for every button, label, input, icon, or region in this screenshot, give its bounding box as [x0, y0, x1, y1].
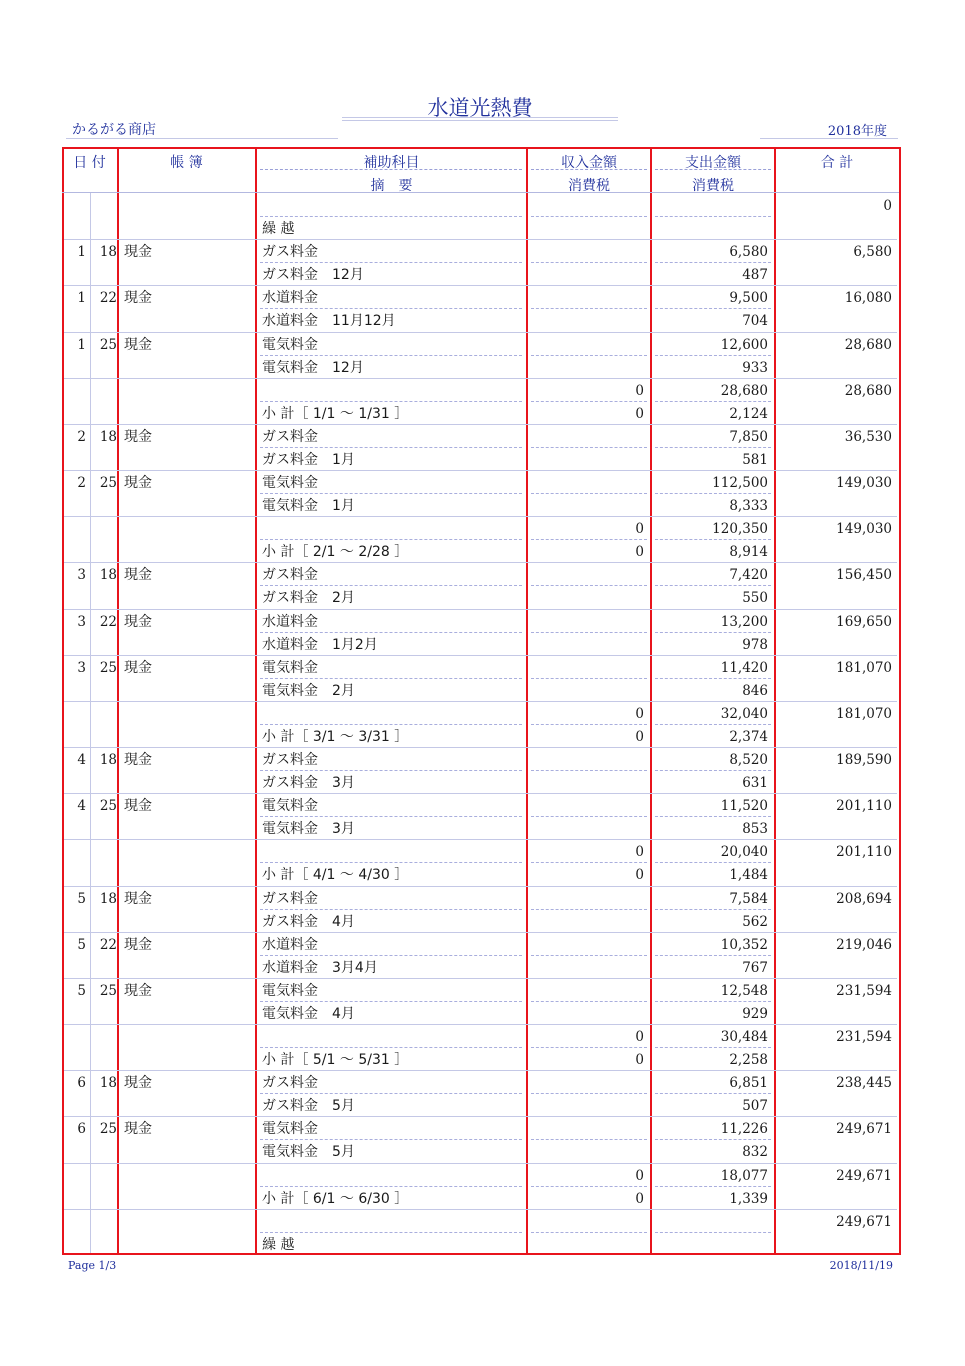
entry-description: 電気料金 5月 — [262, 1144, 355, 1161]
entry-day: 22 — [99, 290, 117, 307]
carry-over-total: 249,671 — [836, 1213, 892, 1230]
row-mid-rule — [531, 724, 647, 725]
subtotal-expense: 32,040 — [720, 705, 768, 722]
row-mid-rule — [655, 1186, 771, 1187]
subtotal-income-tax: 0 — [635, 544, 644, 561]
entry-expense-tax: 507 — [742, 1098, 768, 1115]
entry-expense-tax: 704 — [742, 313, 768, 330]
entry-subaccount: 電気料金 — [262, 475, 318, 492]
subtotal-total: 249,671 — [836, 1167, 892, 1184]
subtotal-label: 小 計［ 6/1 ～ 6/30 ］ — [262, 1190, 409, 1207]
row-mid-rule — [531, 355, 647, 356]
entry-description: 水道料金 3月4月 — [262, 959, 378, 976]
subtotal-expense-tax: 2,374 — [729, 728, 768, 745]
row-mid-rule — [260, 308, 522, 309]
row-mid-rule — [531, 770, 647, 771]
entry-expense-tax: 767 — [742, 959, 768, 976]
subtotal-income: 0 — [635, 1167, 644, 1184]
entry-subaccount: 水道料金 — [262, 290, 318, 307]
subtotal-income: 0 — [635, 521, 644, 538]
row-mid-rule — [260, 1093, 522, 1094]
entry-book: 現金 — [124, 475, 152, 492]
subtotal-total: 28,680 — [844, 382, 892, 399]
row-mid-rule — [655, 447, 771, 448]
subtotal-expense-tax: 2,124 — [729, 405, 768, 422]
row-mid-rule — [531, 862, 647, 863]
entry-book: 現金 — [124, 890, 152, 907]
row-separator — [64, 655, 897, 656]
subtotal-income: 0 — [635, 844, 644, 861]
entry-total: 249,671 — [836, 1121, 892, 1138]
row-separator — [64, 332, 897, 333]
entry-expense: 11,226 — [720, 1121, 768, 1138]
entry-day: 18 — [99, 1075, 117, 1092]
subtotal-income-tax: 0 — [635, 1190, 644, 1207]
row-separator — [64, 609, 897, 610]
row-mid-rule — [260, 401, 522, 402]
entry-month: 2 — [77, 428, 86, 445]
row-mid-rule — [655, 1001, 771, 1002]
row-mid-rule — [260, 1232, 522, 1233]
entry-subaccount: ガス料金 — [262, 428, 318, 445]
header-bottom-rule — [62, 192, 899, 193]
row-mid-rule — [655, 678, 771, 679]
row-mid-rule — [655, 585, 771, 586]
row-separator — [64, 516, 897, 517]
entry-month: 3 — [77, 613, 86, 630]
header-dash-expense — [655, 169, 771, 170]
row-separator — [64, 470, 897, 471]
row-separator — [64, 701, 897, 702]
report-title: 水道光熱費 — [427, 96, 533, 120]
subtotal-expense: 120,350 — [712, 521, 768, 538]
entry-book: 現金 — [124, 1075, 152, 1092]
entry-day: 18 — [99, 428, 117, 445]
entry-expense: 12,600 — [720, 336, 768, 353]
entry-book: 現金 — [124, 428, 152, 445]
entry-book: 現金 — [124, 659, 152, 676]
row-mid-rule — [655, 216, 771, 217]
entry-day: 18 — [99, 567, 117, 584]
row-separator — [64, 747, 897, 748]
entry-expense: 13,200 — [720, 613, 768, 630]
row-mid-rule — [655, 539, 771, 540]
row-mid-rule — [260, 1186, 522, 1187]
entry-description: ガス料金 5月 — [262, 1098, 355, 1115]
row-mid-rule — [260, 585, 522, 586]
title-underline — [342, 117, 618, 118]
row-mid-rule — [260, 909, 522, 910]
row-separator — [64, 285, 897, 286]
entry-expense-tax: 550 — [742, 590, 768, 607]
entry-subaccount: 電気料金 — [262, 798, 318, 815]
entry-expense: 9,500 — [729, 290, 768, 307]
row-mid-rule — [260, 770, 522, 771]
row-mid-rule — [531, 1232, 647, 1233]
entry-expense-tax: 487 — [742, 267, 768, 284]
shop-name: かるがる商店 — [72, 122, 156, 138]
entry-book: 現金 — [124, 936, 152, 953]
shop-underline — [66, 138, 338, 139]
entry-total: 189,590 — [836, 752, 892, 769]
entry-expense-tax: 631 — [742, 775, 768, 792]
header-income: 収入金額 — [561, 155, 617, 171]
row-mid-rule — [655, 1047, 771, 1048]
entry-book: 現金 — [124, 1121, 152, 1138]
row-mid-rule — [531, 401, 647, 402]
row-separator — [64, 932, 897, 933]
entry-expense-tax: 846 — [742, 682, 768, 699]
entry-description: ガス料金 4月 — [262, 913, 355, 930]
entry-book: 現金 — [124, 290, 152, 307]
row-mid-rule — [260, 724, 522, 725]
carry-forward-label: 繰 越 — [262, 221, 295, 237]
title-underline-2 — [342, 120, 618, 121]
entry-expense: 7,584 — [729, 890, 768, 907]
entry-expense: 12,548 — [720, 982, 768, 999]
entry-day: 22 — [99, 936, 117, 953]
entry-day: 25 — [99, 982, 117, 999]
row-separator — [64, 839, 897, 840]
subtotal-income: 0 — [635, 705, 644, 722]
row-mid-rule — [655, 1232, 771, 1233]
row-mid-rule — [655, 816, 771, 817]
header-expense: 支出金額 — [685, 155, 741, 171]
entry-expense: 7,850 — [729, 428, 768, 445]
header-book: 帳 簿 — [170, 155, 203, 171]
row-separator — [64, 424, 897, 425]
entry-subaccount: ガス料金 — [262, 752, 318, 769]
row-separator — [64, 378, 897, 379]
entry-description: ガス料金 1月 — [262, 451, 355, 468]
entry-subaccount: 電気料金 — [262, 1121, 318, 1138]
entry-day: 18 — [99, 752, 117, 769]
entry-day: 22 — [99, 613, 117, 630]
header-total: 合 計 — [820, 155, 854, 171]
entry-month: 1 — [77, 290, 86, 307]
row-mid-rule — [531, 585, 647, 586]
entry-expense-tax: 933 — [742, 359, 768, 376]
entry-day: 25 — [99, 475, 117, 492]
subtotal-label: 小 計［ 5/1 ～ 5/31 ］ — [262, 1052, 409, 1069]
row-mid-rule — [655, 1093, 771, 1094]
subtotal-income-tax: 0 — [635, 1052, 644, 1069]
entry-total: 169,650 — [836, 613, 892, 630]
row-separator — [64, 1070, 897, 1071]
entry-description: ガス料金 3月 — [262, 775, 355, 792]
subtotal-label: 小 計［ 3/1 ～ 3/31 ］ — [262, 728, 409, 745]
subtotal-label: 小 計［ 1/1 ～ 1/31 ］ — [262, 405, 409, 422]
entry-expense: 6,851 — [729, 1075, 768, 1092]
subtotal-label: 小 計［ 4/1 ～ 4/30 ］ — [262, 867, 409, 884]
entry-book: 現金 — [124, 613, 152, 630]
entry-month: 3 — [77, 659, 86, 676]
entry-total: 181,070 — [836, 659, 892, 676]
row-mid-rule — [531, 678, 647, 679]
row-mid-rule — [260, 447, 522, 448]
entry-description: 電気料金 1月 — [262, 498, 355, 515]
subtotal-expense-tax: 1,339 — [729, 1190, 768, 1207]
entry-expense-tax: 8,333 — [729, 498, 768, 515]
entry-month: 4 — [77, 752, 86, 769]
row-mid-rule — [260, 355, 522, 356]
row-mid-rule — [531, 308, 647, 309]
entry-book: 現金 — [124, 567, 152, 584]
row-mid-rule — [260, 862, 522, 863]
header-summary: 摘 要 — [370, 178, 413, 194]
entry-total: 16,080 — [844, 290, 892, 307]
ledger-table — [62, 147, 899, 1253]
entry-subaccount: ガス料金 — [262, 1075, 318, 1092]
row-mid-rule — [655, 355, 771, 356]
row-mid-rule — [531, 1001, 647, 1002]
row-mid-rule — [655, 632, 771, 633]
entry-description: 水道料金 11月12月 — [262, 313, 396, 330]
entry-month: 5 — [77, 890, 86, 907]
subtotal-expense: 28,680 — [720, 382, 768, 399]
header-date: 日 付 — [73, 155, 106, 171]
entry-book: 現金 — [124, 244, 152, 261]
row-mid-rule — [260, 816, 522, 817]
row-mid-rule — [260, 1001, 522, 1002]
entry-total: 208,694 — [836, 890, 892, 907]
row-mid-rule — [655, 493, 771, 494]
row-mid-rule — [260, 262, 522, 263]
subtotal-label: 小 計［ 2/1 ～ 2/28 ］ — [262, 544, 409, 561]
entry-book: 現金 — [124, 336, 152, 353]
subtotal-expense: 18,077 — [720, 1167, 768, 1184]
entry-total: 156,450 — [836, 567, 892, 584]
subtotal-total: 149,030 — [836, 521, 892, 538]
entry-total: 28,680 — [844, 336, 892, 353]
row-separator — [64, 793, 897, 794]
row-mid-rule — [260, 1139, 522, 1140]
row-mid-rule — [531, 262, 647, 263]
row-separator — [64, 978, 897, 979]
row-mid-rule — [531, 1186, 647, 1187]
entry-subaccount: 電気料金 — [262, 982, 318, 999]
header-income-tax: 消費税 — [568, 178, 610, 194]
row-mid-rule — [655, 955, 771, 956]
entry-total: 149,030 — [836, 475, 892, 492]
entry-description: 電気料金 3月 — [262, 821, 355, 838]
entry-expense-tax: 853 — [742, 821, 768, 838]
entry-total: 219,046 — [836, 936, 892, 953]
entry-expense-tax: 929 — [742, 1005, 768, 1022]
entry-book: 現金 — [124, 982, 152, 999]
entry-book: 現金 — [124, 752, 152, 769]
subtotal-expense-tax: 8,914 — [729, 544, 768, 561]
row-mid-rule — [260, 493, 522, 494]
entry-total: 201,110 — [836, 798, 892, 815]
row-mid-rule — [655, 308, 771, 309]
subtotal-expense: 30,484 — [720, 1029, 768, 1046]
subtotal-total: 201,110 — [836, 844, 892, 861]
row-separator — [64, 1024, 897, 1025]
carry-forward-total: 0 — [883, 198, 892, 214]
entry-day: 18 — [99, 244, 117, 261]
page-number: Page 1/3 — [68, 1259, 117, 1272]
entry-expense: 11,520 — [720, 798, 768, 815]
entry-subaccount: 電気料金 — [262, 336, 318, 353]
subtotal-income-tax: 0 — [635, 867, 644, 884]
entry-description: ガス料金 12月 — [262, 267, 364, 284]
entry-expense: 8,520 — [729, 752, 768, 769]
subtotal-income: 0 — [635, 382, 644, 399]
subtotal-expense-tax: 1,484 — [729, 867, 768, 884]
entry-day: 18 — [99, 890, 117, 907]
row-separator — [64, 1163, 897, 1164]
entry-subaccount: 水道料金 — [262, 936, 318, 953]
fiscal-year: 2018年度 — [827, 124, 887, 139]
row-mid-rule — [531, 955, 647, 956]
row-mid-rule — [655, 401, 771, 402]
row-mid-rule — [531, 909, 647, 910]
entry-description: ガス料金 2月 — [262, 590, 355, 607]
row-mid-rule — [655, 770, 771, 771]
row-separator — [64, 562, 897, 563]
entry-expense: 6,580 — [729, 244, 768, 261]
subtotal-income: 0 — [635, 1029, 644, 1046]
entry-expense: 7,420 — [729, 567, 768, 584]
subtotal-total: 181,070 — [836, 705, 892, 722]
row-mid-rule — [531, 493, 647, 494]
entry-expense-tax: 832 — [742, 1144, 768, 1161]
row-mid-rule — [655, 262, 771, 263]
entry-day: 25 — [99, 659, 117, 676]
entry-description: 電気料金 2月 — [262, 682, 355, 699]
entry-month: 1 — [77, 336, 86, 353]
subtotal-income-tax: 0 — [635, 728, 644, 745]
entry-expense: 112,500 — [712, 475, 768, 492]
entry-subaccount: ガス料金 — [262, 890, 318, 907]
entry-description: 電気料金 4月 — [262, 1005, 355, 1022]
row-separator — [64, 1209, 897, 1210]
row-mid-rule — [655, 862, 771, 863]
row-separator — [64, 239, 897, 240]
entry-subaccount: ガス料金 — [262, 567, 318, 584]
header-dash-summary — [260, 169, 522, 170]
row-mid-rule — [531, 216, 647, 217]
entry-total: 36,530 — [844, 428, 892, 445]
row-mid-rule — [531, 632, 647, 633]
entry-subaccount: 電気料金 — [262, 659, 318, 676]
row-mid-rule — [531, 1047, 647, 1048]
entry-day: 25 — [99, 336, 117, 353]
entry-expense: 11,420 — [720, 659, 768, 676]
entry-book: 現金 — [124, 798, 152, 815]
entry-day: 25 — [99, 1121, 117, 1138]
header-subaccount: 補助科目 — [363, 155, 420, 171]
entry-month: 6 — [77, 1121, 86, 1138]
row-mid-rule — [260, 216, 522, 217]
subtotal-expense: 20,040 — [720, 844, 768, 861]
row-separator — [64, 1116, 897, 1117]
subtotal-expense-tax: 2,258 — [729, 1052, 768, 1069]
entry-day: 25 — [99, 798, 117, 815]
entry-expense-tax: 581 — [742, 451, 768, 468]
row-mid-rule — [531, 447, 647, 448]
entry-month: 2 — [77, 475, 86, 492]
row-mid-rule — [260, 539, 522, 540]
entry-subaccount: 水道料金 — [262, 613, 318, 630]
entry-month: 1 — [77, 244, 86, 261]
row-separator — [64, 886, 897, 887]
row-mid-rule — [655, 909, 771, 910]
entry-subaccount: ガス料金 — [262, 244, 318, 261]
row-mid-rule — [655, 724, 771, 725]
entry-total: 238,445 — [836, 1075, 892, 1092]
entry-month: 5 — [77, 936, 86, 953]
entry-total: 6,580 — [853, 244, 892, 261]
carry-over-label: 繰 越 — [262, 1236, 295, 1253]
subtotal-income-tax: 0 — [635, 405, 644, 422]
row-mid-rule — [260, 632, 522, 633]
entry-month: 6 — [77, 1075, 86, 1092]
header-dash-income — [531, 169, 647, 170]
row-mid-rule — [531, 816, 647, 817]
row-mid-rule — [531, 1139, 647, 1140]
entry-expense: 10,352 — [720, 936, 768, 953]
row-mid-rule — [531, 539, 647, 540]
entry-month: 3 — [77, 567, 86, 584]
row-mid-rule — [260, 955, 522, 956]
entry-description: 電気料金 12月 — [262, 359, 364, 376]
entry-expense-tax: 562 — [742, 913, 768, 930]
subtotal-total: 231,594 — [836, 1029, 892, 1046]
row-mid-rule — [531, 1093, 647, 1094]
entry-month: 5 — [77, 982, 86, 999]
entry-description: 水道料金 1月2月 — [262, 636, 378, 653]
entry-expense-tax: 978 — [742, 636, 768, 653]
entry-month: 4 — [77, 798, 86, 815]
entry-total: 231,594 — [836, 982, 892, 999]
row-mid-rule — [655, 1139, 771, 1140]
year-underline — [760, 138, 898, 139]
row-mid-rule — [260, 1047, 522, 1048]
print-date: 2018/11/19 — [829, 1259, 893, 1272]
header-expense-tax: 消費税 — [692, 178, 734, 194]
row-mid-rule — [260, 678, 522, 679]
